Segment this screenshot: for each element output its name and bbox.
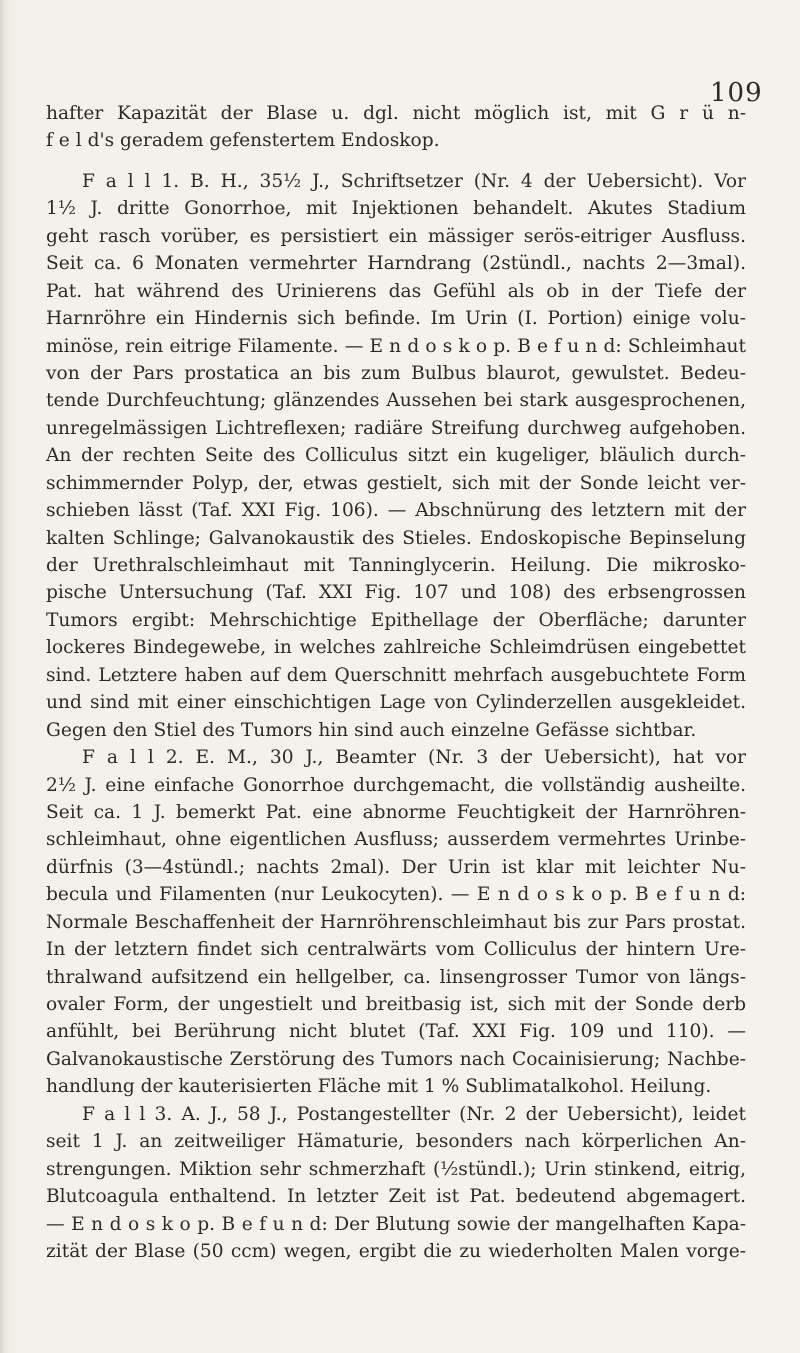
text-line: hafter Kapazität der Blase u. dgl. nicht möglich ist, mit G r ü n- bbox=[46, 103, 746, 124]
text-line: schleimhaut, ohne eigentlichen Ausfluss; ausserdem vermehrtes Urinbe- bbox=[46, 829, 746, 851]
text-line: handlung der kauterisierten Fläche mit 1 % Sublimatalkohol. Heilung. bbox=[46, 1076, 712, 1098]
text-line: f e l d's geradem gefenstertem Endoskop. bbox=[46, 130, 440, 152]
text-line: seit 1 J. an zeitweiliger Hämaturie, besonders nach körperlichen An- bbox=[46, 1131, 746, 1153]
text-line: schieben lässt (Taf. XXI Fig. 106). — Abschnürung des letztern mit der bbox=[46, 500, 746, 522]
text-line: tende Durchfeuchtung; glänzendes Aussehen bei stark ausgesprochenen, bbox=[46, 390, 746, 412]
text-line: geht rasch vorüber, es persistiert ein mässiger serös-eitriger Ausfluss. bbox=[46, 225, 746, 247]
text-line: minöse, rein eitrige Filamente. — E n d o s k o p. B e f u n d: Schleimhaut bbox=[46, 335, 746, 357]
text-line: ovaler Form, der ungestielt und breitbasig ist, sich mit der Sonde derb bbox=[46, 994, 746, 1015]
text-line: der Urethralschleimhaut mit Tanninglycerin. Heilung. Die mikrosko- bbox=[46, 555, 746, 576]
page-number: 109 bbox=[710, 78, 763, 108]
text-line: unregelmässigen Lichtreflexen; radiäre Streifung durchweg aufgehoben. bbox=[46, 417, 746, 439]
text-line: Pat. hat während des Urinierens das Gefühl als ob in der Tiefe der bbox=[46, 280, 746, 302]
text-line: Blutcoagula enthaltend. In letzter Zeit ist Pat. bedeutend abgemagert. bbox=[46, 1186, 746, 1208]
text-line: pische Untersuchung (Taf. XXI Fig. 107 und 108) des erbsengrossen bbox=[46, 582, 746, 604]
text-line: 1½ J. dritte Gonorrhoe, mit Injektionen behandelt. Akutes Stadium bbox=[46, 198, 746, 220]
text-line: strengungen. Miktion sehr schmerzhaft (½stündl.); Urin stinkend, eitrig, bbox=[46, 1158, 746, 1180]
text-line: schimmernder Polyp, der, etwas gestielt, sich mit der Sonde leicht ver- bbox=[46, 472, 746, 494]
text-line: lockeres Bindegewebe, in welches zahlreiche Schleimdrüsen eingebettet bbox=[46, 637, 746, 659]
text-line: F a l l 3. A. J., 58 J., Postangestellter (Nr. 2 der Uebersicht), leidet bbox=[82, 1103, 746, 1125]
text-line: zität der Blase (50 ccm) wegen, ergibt die zu wiederholten Malen vorge- bbox=[46, 1240, 746, 1262]
text-line: Harnröhre ein Hindernis sich befinde. Im Urin (I. Portion) einige volu- bbox=[46, 308, 746, 330]
text-line: — E n d o s k o p. B e f u n d: Der Blutung sowie der mangelhaften Kapa- bbox=[46, 1213, 746, 1235]
paragraph-gap bbox=[46, 155, 746, 168]
text-line: Galvanokaustische Zerstörung des Tumors nach Cocainisierung; Nachbe- bbox=[46, 1048, 746, 1070]
text-line: sind. Letztere haben auf dem Querschnitt mehrfach ausgebuchtete Form bbox=[46, 664, 746, 686]
text-line: dürfnis (3—4stündl.; nachts 2mal). Der Urin ist klar mit leichter Nu- bbox=[46, 856, 746, 878]
text-line: kalten Schlinge; Galvanokaustik des Stieles. Endoskopische Bepinselung bbox=[46, 527, 746, 549]
text-line: Tumors ergibt: Mehrschichtige Epithellage der Oberfläche; darunter bbox=[46, 609, 746, 631]
text-line: Seit ca. 6 Monaten vermehrter Harndrang (2stündl., nachts 2—3mal). bbox=[46, 253, 746, 275]
text-line: und sind mit einer einschichtigen Lage von Cylinderzellen ausgekleidet. bbox=[46, 692, 746, 714]
text-line: becula und Filamenten (nur Leukocyten). — E n d o s k o p. B e f u n d: bbox=[46, 884, 746, 906]
text-line: thralwand aufsitzend ein hellgelber, ca. linsengrosser Tumor von längs- bbox=[46, 966, 746, 988]
text-line: anfühlt, bei Berührung nicht blutet (Taf. XXI Fig. 109 und 110). — bbox=[46, 1021, 746, 1043]
body-text bbox=[46, 100, 746, 1265]
text-line: Normale Beschaffenheit der Harnröhrenschleimhaut bis zur Pars prostat. bbox=[46, 911, 746, 933]
text-line: An der rechten Seite des Colliculus sitzt ein kugeliger, bläulich durch- bbox=[46, 445, 746, 467]
text-line: 2½ J. eine einfache Gonorrhoe durchgemacht, die vollständig ausheilte. bbox=[46, 774, 746, 796]
text-line: von der Pars prostatica an bis zum Bulbus blaurot, gewulstet. Bedeu- bbox=[46, 362, 746, 384]
text-line: In der letztern findet sich centralwärts vom Colliculus der hintern Ure- bbox=[46, 939, 746, 961]
text-line: F a l l 1. B. H., 35½ J., Schriftsetzer (Nr. 4 der Uebersicht). Vor bbox=[82, 170, 746, 192]
text-line: Seit ca. 1 J. bemerkt Pat. eine abnorme Feuchtigkeit der Harnröhren- bbox=[46, 801, 746, 823]
text-line: Gegen den Stiel des Tumors hin sind auch einzelne Gefässe sichtbar. bbox=[46, 719, 697, 741]
text-line: F a l l 2. E. M., 30 J., Beamter (Nr. 3 der Uebersicht), hat vor bbox=[82, 747, 746, 769]
